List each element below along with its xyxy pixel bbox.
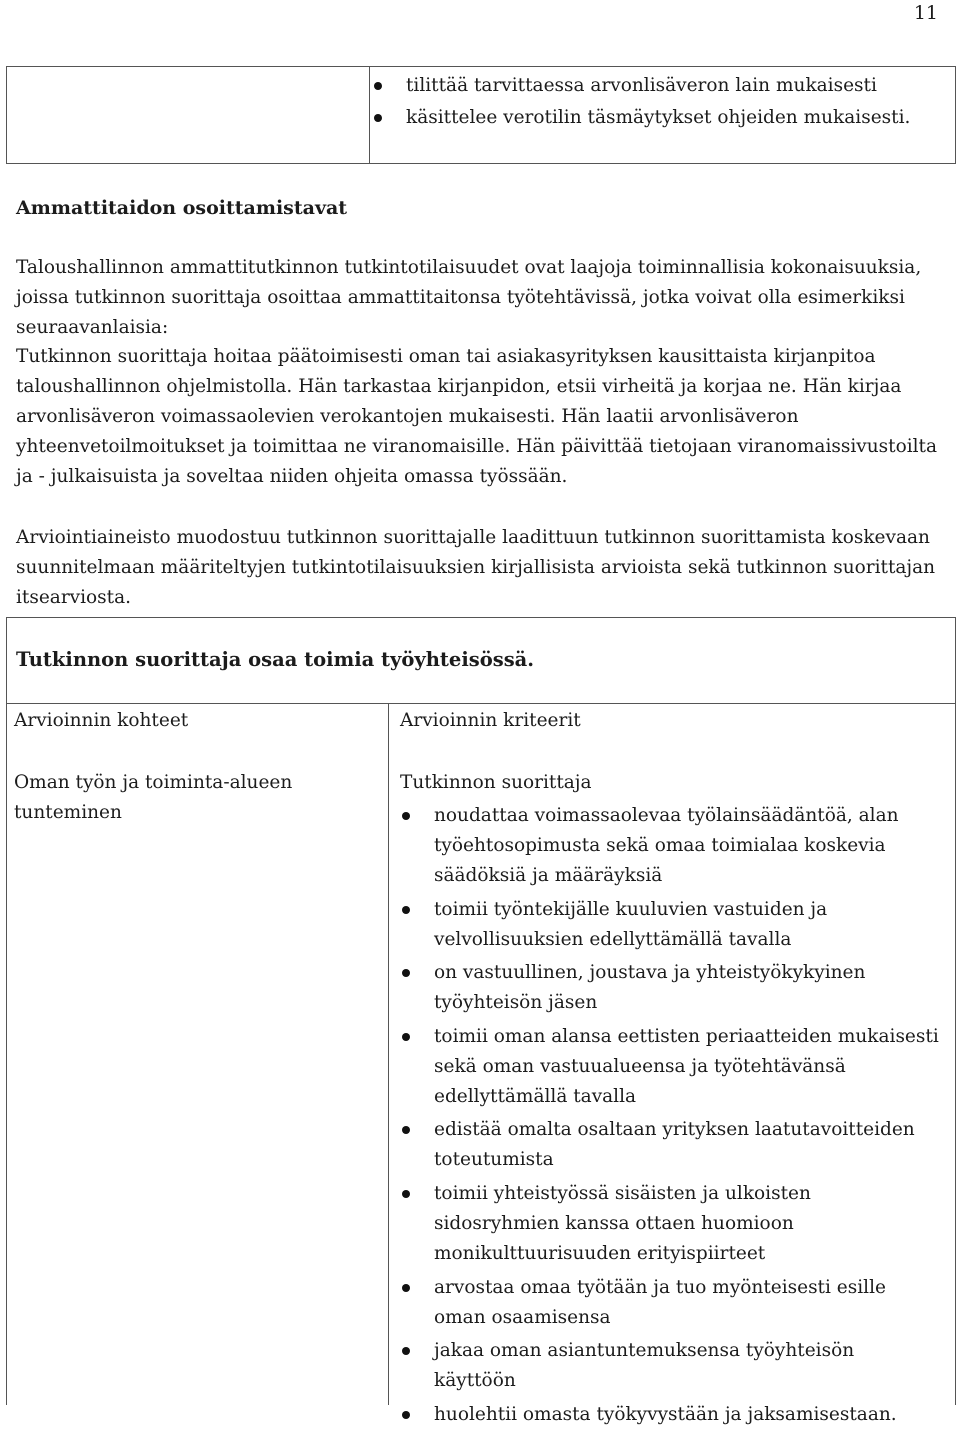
criteria-list	[400, 801, 940, 1433]
intro-paragraph: Taloushallinnon ammattitutkinnon tutkintotilaisuudet ovat laajoja toiminnallisia kokonaisuuksia, joissa tutkinnon suorittaja osoittaa ammattitaitonsa työtehtävissä, jotka voivat olla esimerkiksi seuraavanlaisia:	[16, 257, 922, 338]
list-item: on vastuullinen, joustava ja yhteistyökykyinen työyhteisön jäsen	[400, 958, 940, 1018]
example-paragraph: Tutkinnon suorittaja hoitaa päätoimisesti oman tai asiakasyrityksen kausittaista kirjanpitoa taloushallinnon ohjelmistolla. Hän tarkastaa kirjanpidon, etsii virheitä ja korjaa ne. Hän kirjaa arvonlisäveron voimassaolevien verokantojen mukaisesti. Hän laatii arvonlisäveron yhteenvetoilmoitukset ja toimittaa ne viranomaisille. Hän päivittää tietojaan viranomaissivustoilta ja - julkaisuista ja soveltaa niiden ohjeita omassa työssään.	[16, 346, 938, 487]
column-divider	[388, 703, 389, 1405]
column-divider	[369, 67, 370, 163]
continued-criteria-list	[374, 70, 944, 134]
list-item: jakaa oman asiantuntemuksensa työyhteisön käyttöön	[400, 1336, 940, 1396]
list-item: huolehtii omasta työkyvystään ja jaksamisestaan.	[400, 1400, 940, 1430]
page-number: 11	[913, 2, 938, 24]
list-item: noudattaa voimassaolevaa työlainsäädäntöä, alan työehtosopimusta sekä omaa toimialaa koskevia säädöksiä ja määräyksiä	[400, 801, 940, 891]
table-title: Tutkinnon suorittaja osaa toimia työyhteisössä.	[16, 648, 535, 671]
assessment-target: Oman työn ja toiminta-alueen tunteminen	[14, 772, 293, 823]
column-header-targets: Arvioinnin kohteet	[14, 710, 189, 731]
list-item: edistää omalta osaltaan yrityksen laatutavoitteiden toteutumista	[400, 1115, 940, 1175]
table-divider	[6, 703, 956, 704]
list-item: toimii yhteistyössä sisäisten ja ulkoisten sidosryhmien kanssa ottaen huomioon monikulttuurisuuden erityispiirteet	[400, 1179, 940, 1269]
list-item: käsittelee verotilin täsmäytykset ohjeiden mukaisesti.	[374, 102, 944, 134]
list-item: arvostaa omaa työtään ja tuo myönteisesti esille oman osaamisensa	[400, 1273, 940, 1333]
criteria-intro: Tutkinnon suorittaja	[400, 772, 592, 793]
list-item: toimii oman alansa eettisten periaatteiden mukaisesti sekä oman vastuualueensa ja työtehtävänsä edellyttämällä tavalla	[400, 1022, 940, 1112]
assessment-material-paragraph: Arviointiaineisto muodostuu tutkinnon suorittajalle laadittuun tutkinnon suorittamista koskevaan suunnitelmaan määriteltyjen tutkintotilaisuuksien kirjallisista arvioista sekä tutkinnon suorittajan itsearviosta.	[16, 527, 936, 608]
list-item: tilittää tarvittaessa arvonlisäveron lain mukaisesti	[374, 70, 944, 102]
list-item: toimii työntekijälle kuuluvien vastuiden ja velvollisuuksien edellyttämällä tavalla	[400, 895, 940, 955]
column-header-criteria: Arvioinnin kriteerit	[400, 710, 581, 731]
section-heading: Ammattitaidon osoittamistavat	[16, 197, 348, 219]
